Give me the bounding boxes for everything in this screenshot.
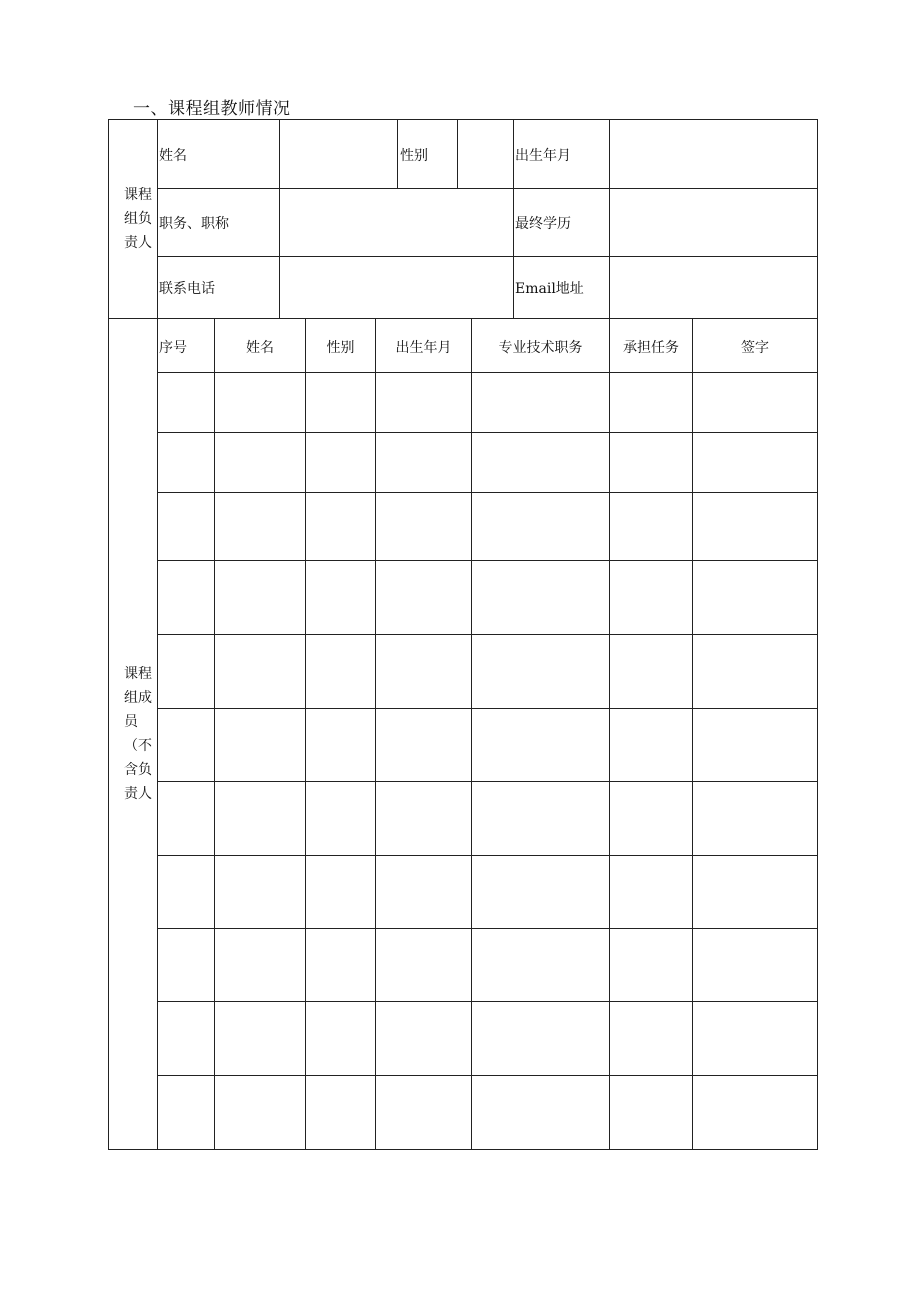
- table-row[interactable]: [158, 373, 817, 432]
- table-row[interactable]: [158, 1002, 817, 1075]
- header-index: 序号: [159, 340, 187, 356]
- name-value-cell[interactable]: [280, 120, 397, 188]
- email-label: Email地址: [515, 281, 584, 297]
- gender-label: 性别: [400, 148, 428, 164]
- header-professional-title: 专业技术职务: [498, 340, 583, 356]
- name-label: 姓名: [159, 148, 187, 164]
- header-name: 姓名: [246, 340, 274, 356]
- table-row[interactable]: [158, 635, 817, 708]
- table-row[interactable]: [158, 709, 817, 781]
- table-row[interactable]: [158, 493, 817, 560]
- section-title: 一、课程组教师情况: [133, 99, 291, 119]
- table-row[interactable]: [158, 433, 817, 492]
- header-birth: 出生年月: [395, 340, 452, 356]
- table-row[interactable]: [158, 929, 817, 1001]
- education-label: 最终学历: [515, 216, 571, 232]
- birth-label: 出生年月: [515, 148, 571, 164]
- header-gender: 性别: [326, 340, 355, 356]
- table-row[interactable]: [158, 561, 817, 634]
- title-value-cell[interactable]: [280, 189, 513, 256]
- email-value-cell[interactable]: [610, 257, 817, 318]
- table-row[interactable]: [158, 782, 817, 855]
- members-side-label: 课程 组成 员 （不 含负 责人: [124, 666, 152, 802]
- gender-value-cell[interactable]: [458, 120, 513, 188]
- table-row[interactable]: [158, 1076, 817, 1149]
- title-label: 职务、职称: [159, 216, 229, 232]
- header-signature: 签字: [741, 340, 769, 356]
- education-value-cell[interactable]: [610, 189, 817, 256]
- leader-side-label: 课程 组负 责人: [124, 187, 152, 251]
- table-row[interactable]: [158, 856, 817, 928]
- phone-label: 联系电话: [159, 281, 215, 297]
- header-task: 承担任务: [623, 340, 679, 356]
- phone-value-cell[interactable]: [280, 257, 513, 318]
- birth-value-cell[interactable]: [610, 120, 817, 188]
